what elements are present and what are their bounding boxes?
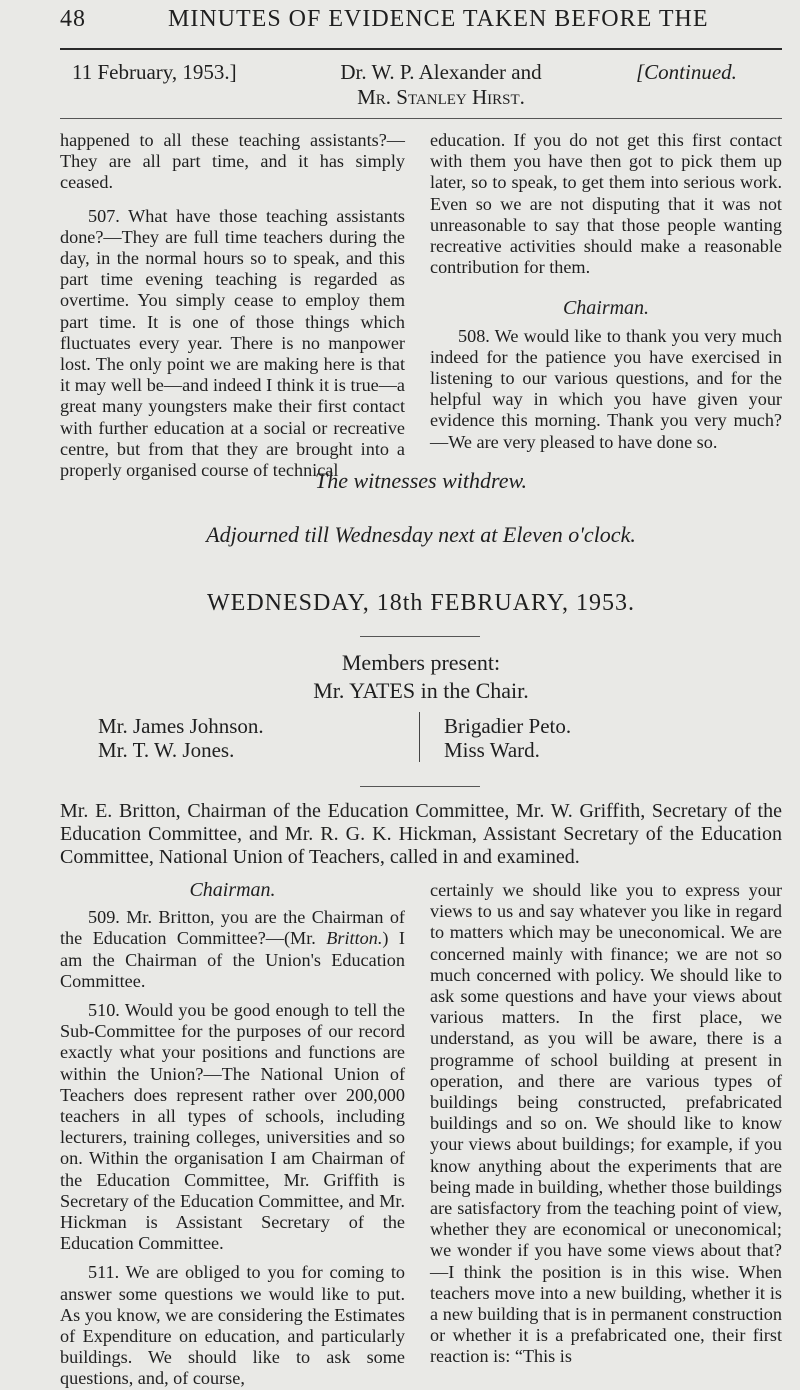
- text-run: 509. Mr. Britton, you are the Chairman of the Education Committee?—(Mr.: [60, 907, 405, 949]
- speaker-name: Britton.: [326, 928, 383, 949]
- member-name: Mr. T. W. Jones.: [98, 738, 235, 762]
- page-number: 48: [60, 6, 86, 32]
- member-name: Brigadier Peto.: [444, 714, 572, 738]
- chairman-heading: Chairman.: [562, 297, 650, 320]
- adjourned-line: Adjourned till Wednesday next at Eleven o'clock.: [206, 522, 636, 547]
- bottom-right-column: [430, 880, 782, 1368]
- witnesses-withdrew: The witnesses withdrew.: [314, 468, 528, 493]
- paragraph: certainly we should like you to express your views to us and say whatever you like in regard to matters which may be uneconomical. We are concerned mainly with finance; we are not so much concerned with policy. We should like to ask some questions and have your views about various matters. In the first place, we understand, as you will be aware, there is a programme of school building at present in operation, and there are various types of buildings being constructed, prefabricated buildings and so on. We should like to know your views about buildings; for example, if you know anything about the experiments that are being made in building, whether those buildings are satisfactory from the teaching point of view, whether they are economical or uneconomical; we wonder if you have some views about that?—I think the position is in this wise. When teachers move into a new building, whether it is a new building that is in permanent construction or whether it is a prefabricated one, their first reaction is: “This is: [430, 880, 782, 1367]
- paragraph-509: [60, 907, 405, 992]
- witness-intro: Mr. E. Britton, Chairman of the Education Committee, Mr. W. Griffith, Secretary of the Education Committee, and Mr. R. G. K. Hickman, Assistant Secretary of the Education Committee, National Union of Teachers, called in and examined.: [60, 800, 782, 868]
- header-witnesses: [296, 60, 586, 110]
- header-subrule: [60, 118, 782, 119]
- paragraph: happened to all these teaching assistants?—They are all part time, and it has simply ceased.: [60, 130, 405, 193]
- member-name: Mr. James Johnson.: [98, 714, 264, 738]
- members-divider: [419, 712, 420, 762]
- header-date: 11 February, 1953.]: [72, 60, 237, 84]
- text-run: ) I am the Chairman of the Union's Education Committee.: [60, 928, 405, 991]
- paragraph: education. If you do not get this first contact with them you have then got to pick them up later, so to speak, to get them into serious work. Even so we are not disputing that it was not unreasonable to say that those people wanting recreative activities should make a reasonable contribution for them.: [430, 130, 782, 278]
- bottom-left-column: [60, 880, 405, 1390]
- witnesses-line-2: Mr. Stanley Hirst.: [357, 85, 525, 109]
- members-present: Members present:: [341, 650, 501, 675]
- session-date: WEDNESDAY, 18th FEBRUARY, 1953.: [207, 590, 635, 616]
- short-rule: [360, 786, 480, 787]
- chairman-heading: Chairman.: [189, 879, 276, 901]
- top-right-column: [430, 130, 782, 453]
- chair-line: Mr. YATES in the Chair.: [313, 678, 529, 703]
- paragraph-510: 510. Would you be good enough to tell the Sub-Committee for the purposes of our record exactly what your positions and functions are within the Union?—The National Union of Teachers does represent rather over 200,000 teachers in all types of schools, including lecturers, training colleges, universities and so on. Within the organisation I am Chairman of the Education Committee, Mr. Griffith is Secretary of the Education Committee, and Mr. Hickman is Assistant Secretary of the Education Committee.: [60, 1000, 405, 1254]
- members-left-list: [98, 714, 264, 762]
- witnesses-line-1: Dr. W. P. Alexander and: [340, 60, 542, 84]
- running-title: MINUTES OF EVIDENCE TAKEN BEFORE THE: [168, 6, 709, 32]
- paragraph-508: 508. We would like to thank you very much indeed for the patience you have exercised in listening to our various questions, and for the helpful way in which you have given your evidence this morning. Thank you very much?—We are very pleased to have done so.: [430, 325, 782, 452]
- header-rule: [60, 48, 782, 50]
- members-right-list: [444, 714, 571, 762]
- short-rule: [360, 636, 480, 637]
- top-left-column: [60, 130, 405, 481]
- member-name: Miss Ward.: [444, 738, 540, 762]
- paragraph-511: 511. We are obliged to you for coming to answer some questions we would like to put. As you know, we are considering the Estimates of Expenditure on education, and particularly buildings. We should like to ask some questions, and, of course,: [60, 1262, 405, 1389]
- header-continued: [Continued.: [636, 60, 737, 84]
- paragraph-507: 507. What have those teaching assistants done?—They are full time teachers during the day, in the normal hours so to speak, and this part time evening teaching is regarded as overtime. You simply cease to employ them part time. It is one of those things which fluctuates every year. There is no manpower lost. The only point we are making here is that it may well be—and indeed I think it is true—a great many youngsters make their first contact with further education at a social or recreative centre, but from that they are brought into a properly organised course of technical: [60, 205, 405, 481]
